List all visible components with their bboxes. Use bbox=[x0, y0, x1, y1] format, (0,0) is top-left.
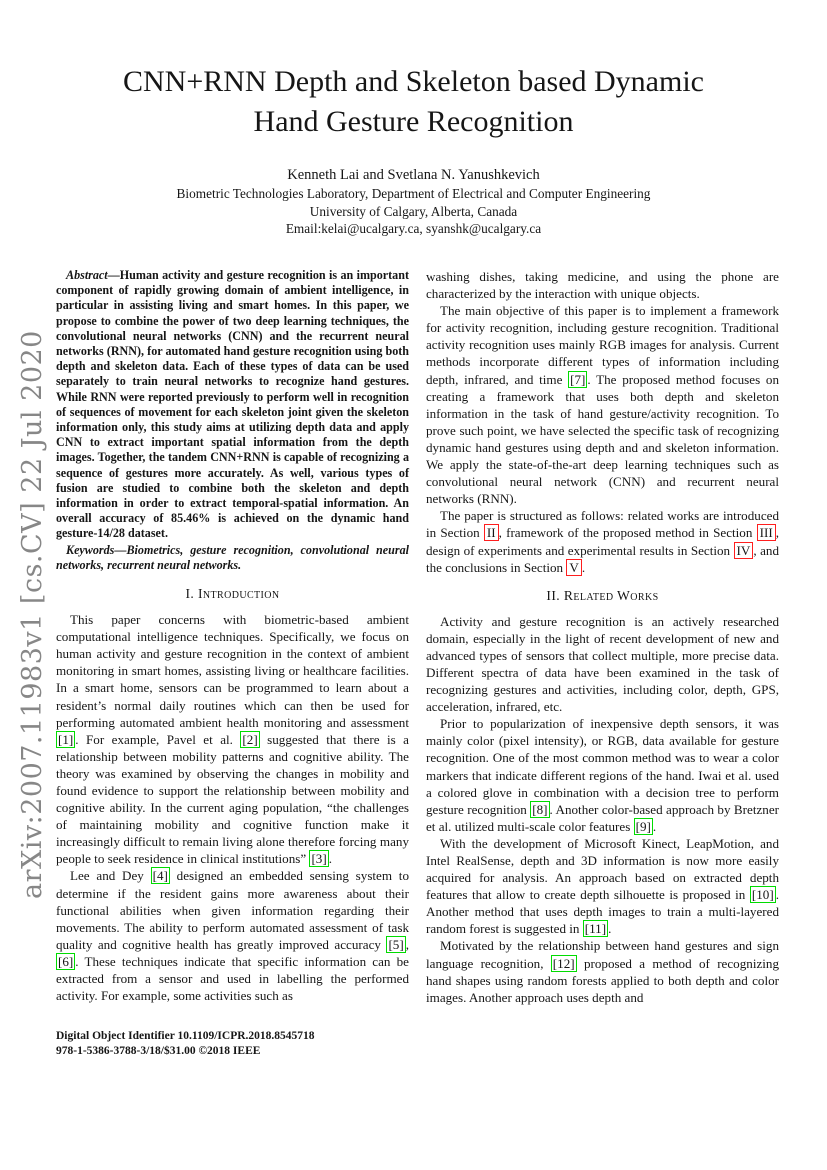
university-line: University of Calgary, Alberta, Canada bbox=[309, 203, 518, 219]
section-ref-link[interactable]: IV bbox=[734, 542, 754, 559]
citation-link[interactable]: [4] bbox=[152, 868, 168, 884]
section-heading-related-works: II. Related Works bbox=[546, 587, 659, 603]
citation-link[interactable]: [5] bbox=[388, 936, 404, 952]
citation-link[interactable]: [9] bbox=[635, 818, 651, 834]
email-line: Email:kelai@ucalgary.ca, syanshk@ucalgary.ca bbox=[285, 221, 542, 236]
related-works-paragraphs bbox=[426, 613, 779, 1006]
right-column bbox=[426, 268, 779, 1006]
paragraph: Prior to popularization of inexpensive depth sensors, it was mainly color (pixel intensity), or RGB, data available for gesture recognition. One of the most common method was to wear a color markers that indicate different regions of the hand. Iwai et al. used a colored glove in combination with a decision tree to perform gesture recognition [8] . Another color-based approach by Bretzner et al. utilized multi-scale color features [9] . bbox=[426, 716, 779, 834]
paragraph: Lee and Dey [4] designed an embedded sensing system to determine if the resident gains more awareness about their functional abilities when given information regarding their movements. The ability to perform automated assessment of task quality and cognitive health has greatly improved accuracy [5] , [6] . These techniques indicate that specific information can be extracted from a sensor and used in labelling the performed activity. For example, some activities such as bbox=[56, 868, 409, 1004]
keywords-paragraph bbox=[56, 543, 409, 573]
paper-title bbox=[0, 62, 827, 142]
citation-link[interactable]: [10] bbox=[751, 887, 774, 903]
citation-link[interactable]: [6] bbox=[58, 953, 74, 969]
introduction-paragraphs-right bbox=[426, 268, 779, 576]
paragraph: Activity and gesture recognition is an actively researched domain, especially in the light of recent development of new and advanced types of sensors that collect multiple, more precise data. Different spectra of data have been examined in the task of recognizing gestures and activities, including color, depth, GPS, acceleration, infrared, etc. bbox=[426, 613, 779, 715]
section-ref-link[interactable]: III bbox=[757, 524, 776, 541]
ieee-footer bbox=[56, 1029, 315, 1058]
keywords-label: Keywords bbox=[66, 542, 115, 557]
paragraph: This paper concerns with biometric-based ambient computational intelligence techniques. Specifically, we focus on human activity and gesture recognition in the context of ambient monitoring in smart homes, assisting living or healthcare facilities. In a smart home, sensors can be programmed to learn about a resident’s normal daily routines which can then be used for performing automated ambient health monitoring and assessment [1] . For example, Pavel et al. [2] suggested that there is a relationship between mobility patterns and cognitive ability. The theory was examined by observing the changes in mobility and found evidence to support the relationship between mobility and cognitive ability. In the current aging population, “the challenges of maintaining mobility and cognitive function make it increasingly difficult to remain living alone therefore forcing many people to seek residence in clinical institutions” [3] . bbox=[56, 612, 409, 867]
author-names: Kenneth Lai and Svetlana N. Yanushkevich bbox=[287, 167, 540, 183]
citation-link[interactable]: [8] bbox=[532, 801, 548, 817]
paper-title-line2: Hand Gesture Recognition bbox=[253, 105, 574, 138]
section-ref-link[interactable]: V bbox=[566, 559, 581, 576]
citation-link[interactable]: [3] bbox=[311, 851, 327, 867]
citation-link[interactable]: [1] bbox=[58, 731, 74, 747]
left-column bbox=[56, 268, 409, 1006]
citation-link[interactable]: [12] bbox=[552, 955, 575, 971]
affiliation-line: Biometric Technologies Laboratory, Department of Electrical and Computer Engineering bbox=[176, 186, 651, 201]
paragraph: The paper is structured as follows: related works are introduced in Section II , framework of the proposed method in Section III , design of experiments and experimental results in Section IV , and the conclusions in Section V . bbox=[426, 508, 779, 575]
paragraph: Motivated by the relationship between hand gestures and sign language recognition, [12] proposed a method of recognizing hand shapes using random forests applied to both depth and color images. Another approach uses depth and bbox=[426, 938, 779, 1005]
copyright-line: 978-1-5386-3788-3/18/$31.00 ©2018 IEEE bbox=[56, 1044, 261, 1057]
section-heading-introduction: I. Introduction bbox=[185, 586, 280, 602]
abstract-text: —Human activity and gesture recognition is an important component of rapidly growing domain of ambient intelligence, in particular in assisting living and smart homes. In this paper, we propose to combine the power of two deep learning techniques, the convolutional neural networks (CNN) and the recurrent neural networks (RNN), for automated hand gesture recognition using both depth and skeleton data. Each of these types of data can be used separately to train neural networks to recognize hand gestures. While RNN were reported previously to perform well in recognition of sequences of movement for each skeleton joint given the skeleton information only, this study aims at utilizing depth data and apply CNN to extract important spatial information from the depth images. Together, the tandem CNN+RNN is capable of recognizing a sequence of gestures more accurately. As well, various types of fusion are studied to combine both the skeleton and depth information in order to extract temporal-spatial information. An overall accuracy of 85.46% is achieved on the dynamic hand gesture-14/28 dataset. bbox=[56, 268, 409, 541]
citation-link[interactable]: [2] bbox=[242, 731, 258, 747]
section-ref-link[interactable]: II bbox=[484, 524, 499, 541]
paragraph: With the development of Microsoft Kinect, LeapMotion, and Intel RealSense, depth and 3D information is now more easily acquired for analysis. An approach based on extracted depth features that allow to create depth silhouette is proposed in [10] . Another method that uses depth images to train a multi-layered random forest is suggested in [11] . bbox=[426, 835, 779, 937]
paper-title-line1: CNN+RNN Depth and Skeleton based Dynamic bbox=[123, 65, 704, 98]
paragraph: washing dishes, taking medicine, and using the phone are characterized by the interaction with unique objects. bbox=[426, 269, 779, 302]
introduction-paragraphs-left bbox=[56, 611, 409, 1004]
paragraph: The main objective of this paper is to implement a framework for activity recognition, including gesture recognition. Traditional activity recognition uses mainly RGB images for analysis. Current methods incorporate different types of information including depth, infrared, and time [7] . The proposed method focuses on creating a framework that uses both depth and skeleton information in the task of hand gesture/activity recognition. To prove such point, we have selected the specific task of recognizing dynamic hand gestures using depth and and skeleton information. We apply the state-of-the-art deep learning techniques such as convolutional neural network (CNN) and recurrent neural networks (RNN). bbox=[426, 303, 779, 507]
abstract-paragraph bbox=[56, 268, 409, 542]
citation-link[interactable]: [7] bbox=[570, 371, 586, 387]
doi-line: Digital Object Identifier 10.1109/ICPR.2018.8545718 bbox=[56, 1030, 315, 1042]
citation-link[interactable]: [11] bbox=[584, 921, 607, 937]
keywords-text: —Biometrics, gesture recognition, convolutional neural networks, recurrent neural networks. bbox=[56, 542, 409, 572]
two-column-body bbox=[56, 268, 779, 1006]
paper-header bbox=[0, 62, 827, 238]
abstract-label: Abstract bbox=[66, 268, 108, 282]
arxiv-watermark: arXiv:2007.11983v1 [cs.CV] 22 Jul 2020 bbox=[17, 330, 48, 899]
